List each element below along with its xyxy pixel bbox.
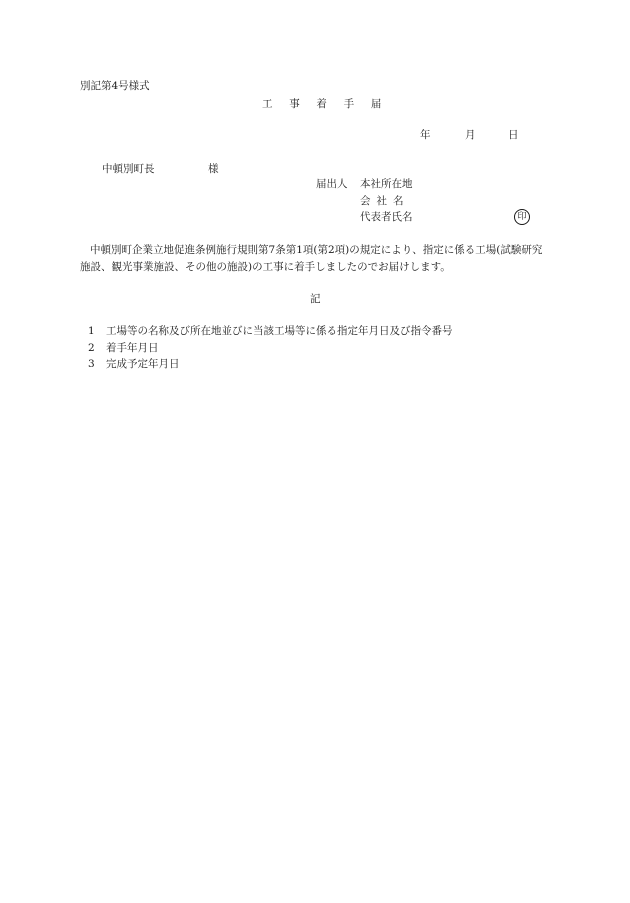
date-month-label: 月	[465, 129, 476, 141]
address-label: 本社所在地	[360, 178, 413, 190]
ki-heading: 記	[310, 293, 321, 305]
company-name-label: 会社名	[360, 195, 410, 207]
date-year-label: 年	[420, 129, 431, 141]
seal-mark: 印	[514, 209, 530, 225]
addressee-honorific: 様	[208, 163, 219, 175]
date-day-label: 日	[508, 129, 519, 141]
item-number: 1	[88, 325, 95, 337]
item-list	[88, 325, 453, 375]
item-number: 3	[88, 358, 95, 370]
title-char: 事	[289, 98, 300, 110]
title-char: 着	[316, 98, 327, 110]
body-paragraph	[80, 242, 556, 276]
item-text: 着手年月日	[106, 341, 159, 354]
document-title	[262, 98, 381, 111]
list-item	[88, 342, 453, 359]
applicant-label: 届出人	[316, 178, 348, 190]
body-line: 施設、観光事業施設、その他の施設)の工事に着手しましたのでお届けします。	[80, 261, 451, 273]
title-char: 届	[370, 98, 382, 110]
list-item	[88, 358, 453, 375]
list-item	[88, 325, 453, 342]
item-text: 完成予定年月日	[106, 358, 180, 370]
addressee-name: 中頓別町長	[102, 163, 155, 175]
title-char: 手	[343, 98, 355, 110]
representative-name-label: 代表者氏名	[360, 211, 413, 223]
body-line: 中頓別町企業立地促進条例施行規則第7条第1項(第2項)の規定により、指定に係る工場(試験研究	[90, 244, 543, 256]
title-char: 工	[262, 98, 273, 110]
item-text: 工場等の名称及び所在地並びに当該工場等に係る指定年月日及び指令番号	[106, 325, 453, 337]
form-number: 別記第4号様式	[80, 80, 150, 92]
item-number: 2	[88, 341, 95, 354]
